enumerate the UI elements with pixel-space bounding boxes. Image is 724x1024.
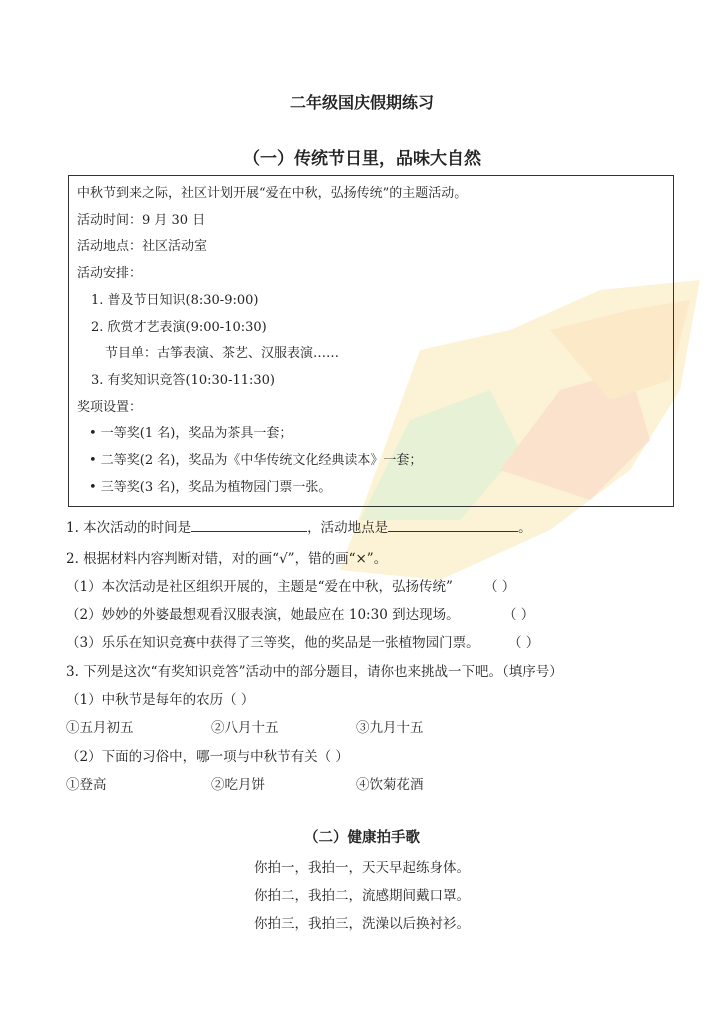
q3-option: ①登高 xyxy=(66,777,107,793)
q2-answer-paren[interactable]: （ ） xyxy=(508,635,540,651)
q1-suffix: 。 xyxy=(518,520,532,536)
q3-option: ②八月十五 xyxy=(211,720,279,736)
poem-line: 你拍二，我拍二，流感期间戴口罩。 xyxy=(254,888,470,904)
schedule-label: 活动安排： xyxy=(77,266,143,281)
award-item: • 一等奖(1 名)，奖品为茶具一套； xyxy=(89,426,293,441)
question-3-stem: 3. 下列是这次“有奖知识竞答”活动中的部分题目，请你也来挑战一下吧。（填序号） xyxy=(66,664,563,680)
award-item: • 三等奖(3 名)，奖品为植物园门票一张。 xyxy=(89,480,332,495)
material-time: 活动时间：9 月 30 日 xyxy=(77,213,206,228)
q1-middle: ，活动地点是 xyxy=(307,520,389,536)
material-place: 活动地点：社区活动室 xyxy=(77,239,208,254)
time-answer-blank[interactable] xyxy=(191,517,307,532)
schedule-item: 2. 欣赏才艺表演(9:00-10:30) xyxy=(91,320,267,335)
q3-option: ④饮菊花酒 xyxy=(356,777,424,793)
material-box xyxy=(68,175,674,507)
poem-line: 你拍一，我拍一，天天早起练身体。 xyxy=(254,860,470,876)
section1-heading: （一）传统节日里，品味大自然 xyxy=(243,149,481,169)
place-answer-blank[interactable] xyxy=(388,517,518,532)
poem-line: 你拍三，我拍三，洗澡以后换衬衫。 xyxy=(254,916,470,932)
program-list: 节目单：古筝表演、茶艺、汉服表演…… xyxy=(105,346,340,361)
q2-answer-paren[interactable]: （ ） xyxy=(503,607,535,623)
schedule-item: 1. 普及节日知识(8:30-9:00) xyxy=(91,293,259,308)
q3-sub2-question: （2）下面的习俗中，哪一项与中秋节有关（ ） xyxy=(66,749,349,765)
q3-sub1-question: （1）中秋节是每年的农历（ ） xyxy=(66,692,255,708)
section2-heading: （二）健康拍手歌 xyxy=(304,830,420,846)
q2-answer-paren[interactable]: （ ） xyxy=(484,579,516,595)
page-title: 二年级国庆假期练习 xyxy=(289,93,434,112)
award-item: • 二等奖(2 名)，奖品为《中华传统文化经典读本》一套； xyxy=(89,453,423,468)
q2-item: （3）乐乐在知识竞赛中获得了三等奖，他的奖品是一张植物园门票。 xyxy=(66,635,480,651)
q3-option: ③九月十五 xyxy=(356,720,424,736)
awards-label: 奖项设置： xyxy=(77,400,143,415)
q2-item: （2）妙妙的外婆最想观看汉服表演，她最应在 10:30 到达现场。 xyxy=(66,607,460,623)
question-2-stem: 2. 根据材料内容判断对错，对的画“√”，错的画“×”。 xyxy=(66,551,388,567)
question-1 xyxy=(66,516,532,536)
material-intro: 中秋节到来之际，社区计划开展“爱在中秋，弘扬传统”的主题活动。 xyxy=(77,186,468,201)
q1-prefix: 1. 本次活动的时间是 xyxy=(66,520,192,536)
q3-option: ②吃月饼 xyxy=(211,777,265,793)
schedule-item: 3. 有奖知识竞答(10:30-11:30) xyxy=(91,373,275,388)
q3-option: ①五月初五 xyxy=(66,720,134,736)
q2-item: （1）本次活动是社区组织开展的，主题是“爱在中秋，弘扬传统” xyxy=(66,579,453,595)
